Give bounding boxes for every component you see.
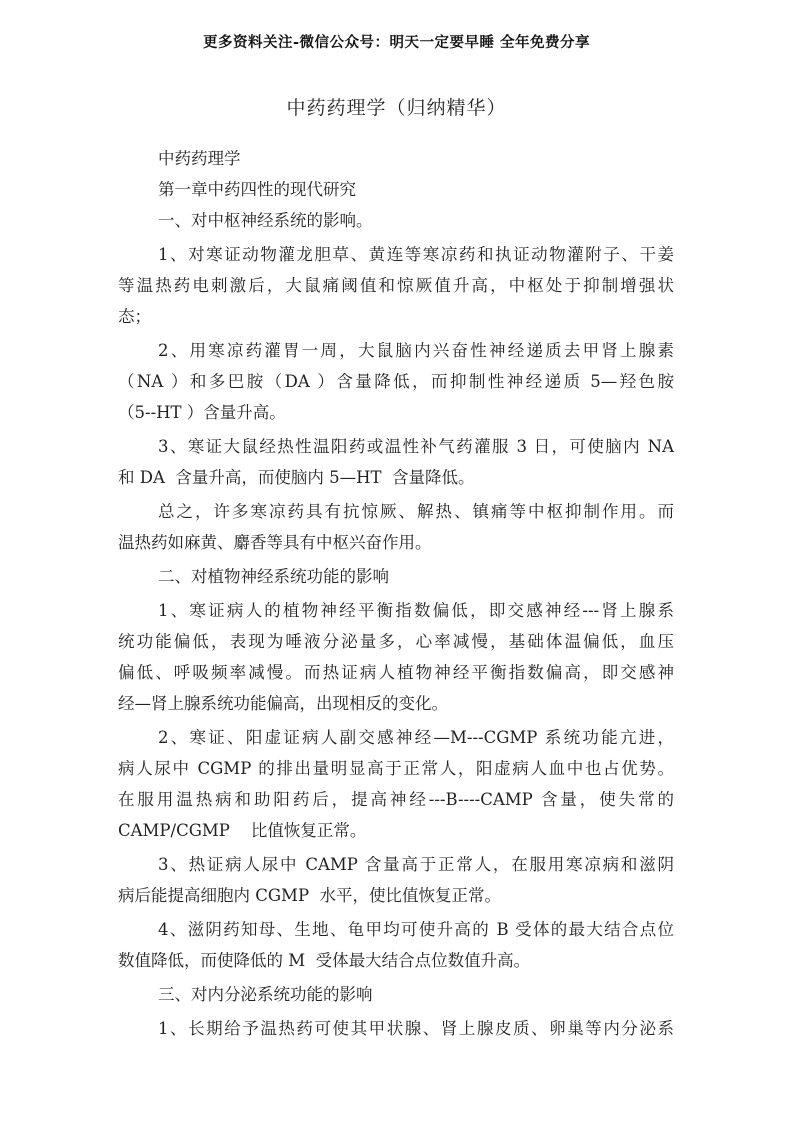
paragraph-line: 数值降低，而使降低的 M 受体最大结合点位数值升高。 (118, 951, 531, 970)
document-title: 中药药理学（归纳精华） (286, 97, 507, 119)
paragraph-line: 2、用寒凉药灌胃一周，大鼠脑内兴奋性神经递质去甲肾上腺素 (158, 341, 674, 360)
paragraph-line: 4、滋阴药知母、生地、龟甲均可使升高的 B 受体的最大结合点位 (158, 920, 674, 939)
paragraph-line: 3、热证病人尿中 CAMP 含量高于正常人，在服用寒凉病和滋阴 (158, 855, 674, 874)
paragraph-line: 3、寒证大鼠经热性温阳药或温性补气药灌服 3 日，可使脑内 NA (158, 437, 674, 456)
paragraph-line: 1、对寒证动物灌龙胆草、黄连等寒凉药和执证动物灌附子、干姜 (158, 245, 674, 264)
paragraph-line: （NA ）和多巴胺（DA ）含量降低，而抑制性神经递质 5—羟色胺 (118, 372, 674, 391)
paragraph-line: （5--HT ）含量升高。 (118, 403, 286, 422)
paragraph-line: 总之，许多寒凉药具有抗惊厥、解热、镇痛等中枢抑制作用。而 (158, 502, 674, 521)
paragraph-line: 态； (118, 307, 151, 326)
paragraph-line: 病后能提高细胞内 CGMP 水平，使比值恢复正常。 (118, 886, 502, 905)
paragraph-line: 等温热药电刺激后，大鼠痛阈值和惊厥值升高，中枢处于抑制增强状 (118, 276, 674, 295)
paragraph-line: 偏低、呼吸频率减慢。而热证病人植物神经平衡指数偏高，即交感神 (118, 663, 674, 682)
paragraph-line: 1、长期给予温热药可使其甲状腺、肾上腺皮质、卵巢等内分泌系 (158, 1019, 674, 1038)
paragraph-line: 统功能偏低，表现为唾液分泌量多，心率减慢，基础体温偏低，血压 (118, 632, 674, 651)
paragraph-line: 在服用温热病和助阳药后，提高神经---B----CAMP 含量，使失常的 (118, 790, 674, 809)
paragraph-line: 温热药如麻黄、麝香等具有中枢兴奋作用。 (118, 533, 432, 552)
subsection-heading: 三、对内分泌系统功能的影响 (158, 985, 373, 1004)
paragraph-line: CAMP/CGMP 比值恢复正常。 (118, 821, 367, 840)
document-body (118, 143, 674, 1044)
chapter-heading: 第一章中药四性的现代研究 (158, 180, 356, 199)
subsection-heading: 二、对植物神经系统功能的影响 (158, 567, 389, 586)
paragraph-line: 和 DA 含量升高，而使脑内 5—HT 含量降低。 (118, 468, 475, 487)
promo-header: 更多资料关注-微信公众号：明天一定要早睡 全年免费分享 (202, 34, 591, 51)
paragraph-line: 1、寒证病人的植物神经平衡指数偏低，即交感神经---肾上腺系 (158, 601, 674, 620)
paragraph-line: 病人尿中 CGMP 的排出量明显高于正常人，阳虚病人血中也占优势。 (118, 759, 674, 778)
section-heading: 中药药理学 (158, 149, 241, 168)
paragraph-line: 经—肾上腺系统功能偏高，出现相反的变化。 (118, 694, 448, 713)
paragraph-line: 2、寒证、阳虚证病人副交感神经—M---CGMP 系统功能亢进， (158, 728, 674, 747)
subsection-heading: 一、对中枢神经系统的影响。 (158, 211, 373, 230)
